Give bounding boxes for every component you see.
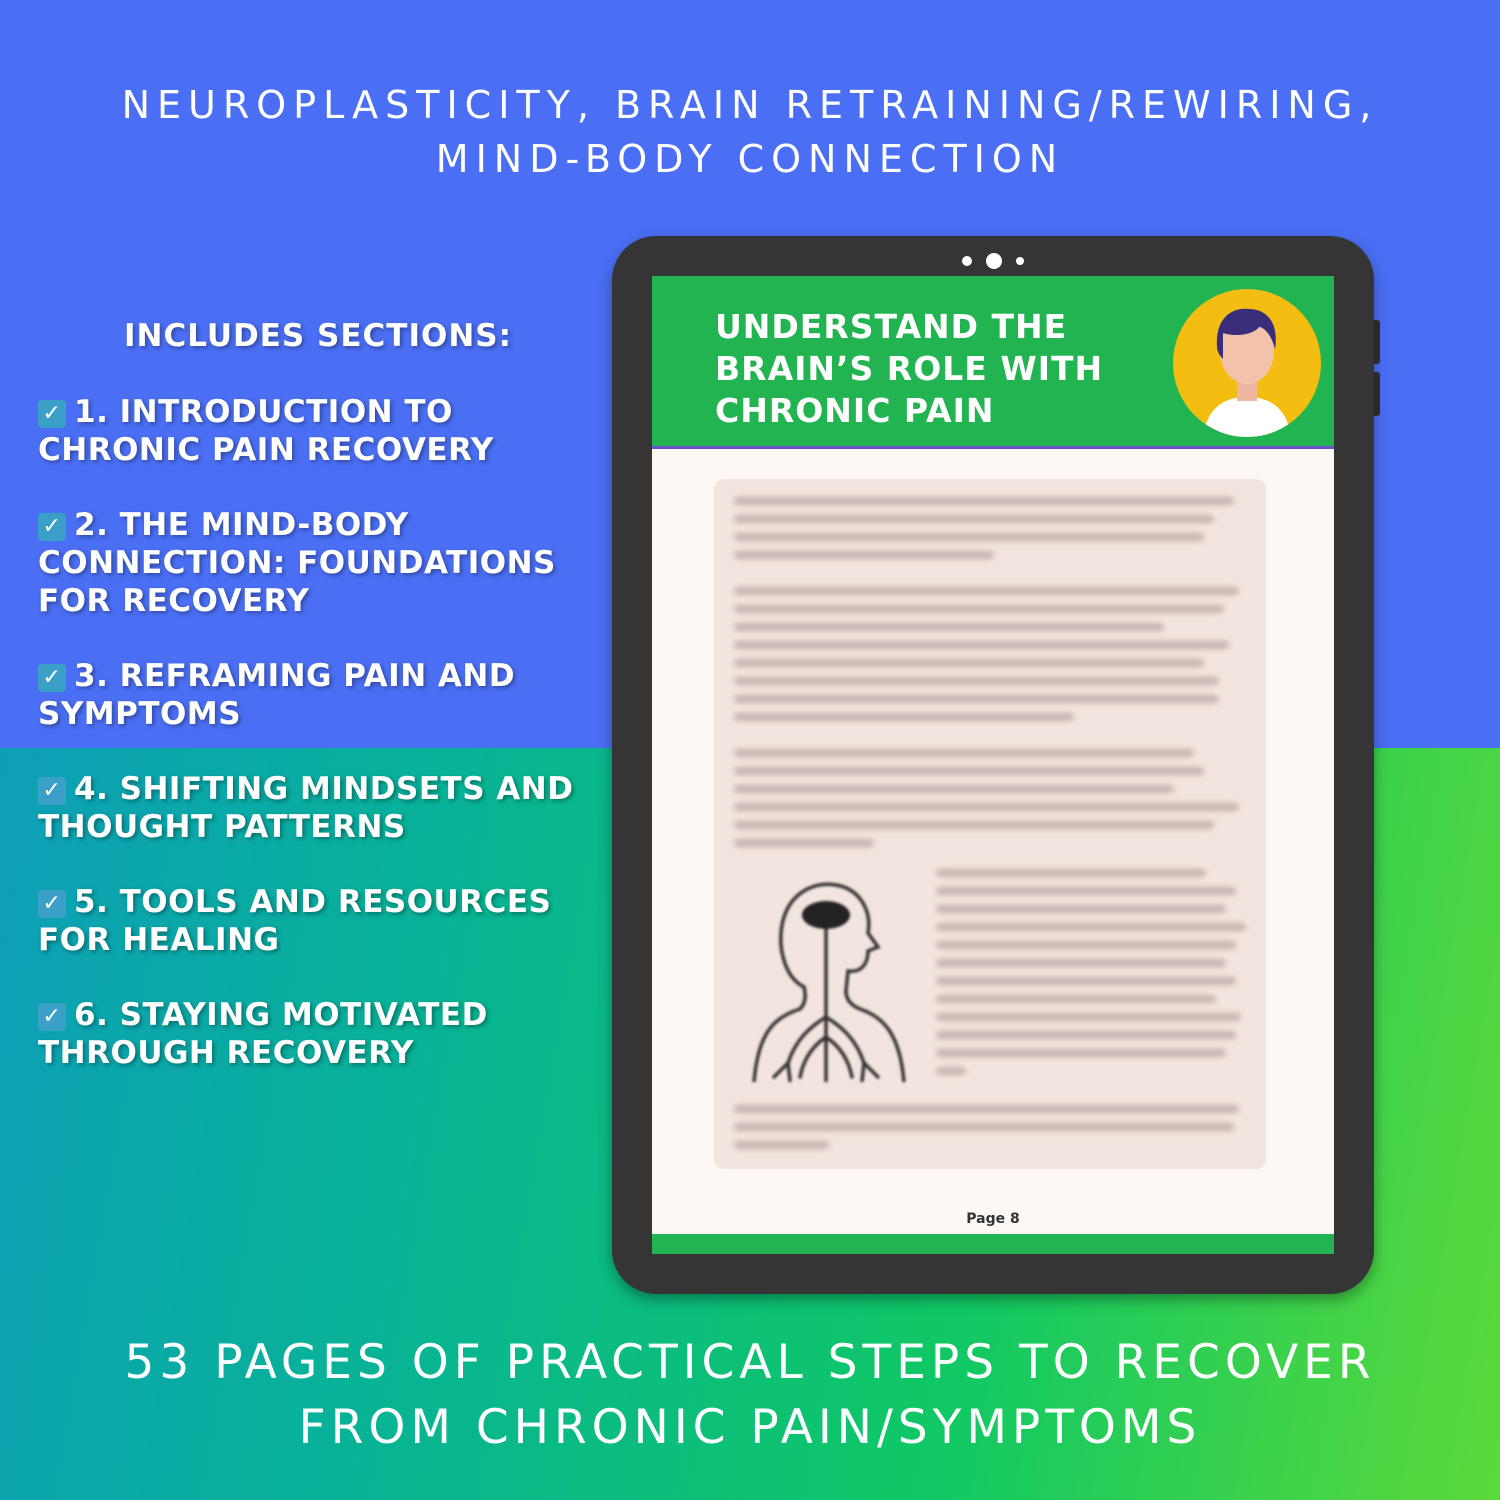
document-title [715,306,1175,432]
checkbox-icon: ✓ [38,664,66,692]
section-item-text: THROUGH RECOVERY [38,1035,414,1071]
section-item-text: CHRONIC PAIN RECOVERY [38,432,494,468]
section-item-text: THOUGHT PATTERNS [38,809,406,845]
checkbox-icon: ✓ [38,890,66,918]
section-item-4 [38,770,598,846]
section-item-text: 2. THE MIND-BODY [74,507,409,543]
document-title-line: BRAIN’S ROLE WITH [715,349,1104,388]
section-item-2 [38,506,598,620]
camera-dot-icon [1016,257,1024,265]
person-avatar-icon [1173,289,1321,437]
section-item-text: 6. STAYING MOTIVATED [74,997,488,1033]
footer-line-2: FROM CHRONIC PAIN/SYMPTOMS [298,1400,1202,1455]
headline-line-2: MIND-BODY CONNECTION [435,137,1065,181]
section-item-1 [38,393,598,469]
tablet-side-button [1374,320,1380,364]
section-item-text: FOR HEALING [38,922,280,958]
tablet-side-button [1374,372,1380,416]
section-item-5 [38,883,598,959]
section-item-text: 1. INTRODUCTION TO [74,394,453,430]
section-item-3 [38,657,598,733]
document-title-line: CHRONIC PAIN [715,391,995,430]
tablet-device [612,236,1374,1294]
section-item-text: FOR RECOVERY [38,583,310,619]
footer-tagline [0,1330,1500,1460]
document-footer-bar [652,1234,1334,1254]
page-number: Page 8 [966,1211,1020,1227]
blurred-document-body [714,479,1266,1169]
headline [0,78,1500,186]
tablet-screen [652,276,1334,1254]
section-item-text: 4. SHIFTING MINDSETS AND [74,771,574,807]
section-item-text: 3. REFRAMING PAIN AND [74,658,516,694]
checkbox-icon: ✓ [38,777,66,805]
checkbox-icon: ✓ [38,513,66,541]
camera-dots [612,250,1374,269]
section-item-6 [38,996,598,1072]
nervous-system-illustration-icon [744,867,914,1082]
section-item-text: 5. TOOLS AND RESOURCES [74,884,552,920]
document-header [652,276,1334,449]
headline-line-1: NEUROPLASTICITY, BRAIN RETRAINING/REWIRING, [121,83,1379,127]
avatar [1173,289,1321,437]
footer-line-1: 53 PAGES OF PRACTICAL STEPS TO RECOVER [124,1335,1376,1390]
checkbox-icon: ✓ [38,400,66,428]
document-title-line: UNDERSTAND THE [715,307,1068,346]
camera-lens-icon [986,253,1002,269]
checkbox-icon: ✓ [38,1003,66,1031]
section-item-text: SYMPTOMS [38,696,242,732]
section-list [38,393,598,1109]
section-item-text: CONNECTION: FOUNDATIONS [38,545,556,581]
sections-title: INCLUDES SECTIONS: [123,318,513,354]
camera-dot-icon [962,256,972,266]
